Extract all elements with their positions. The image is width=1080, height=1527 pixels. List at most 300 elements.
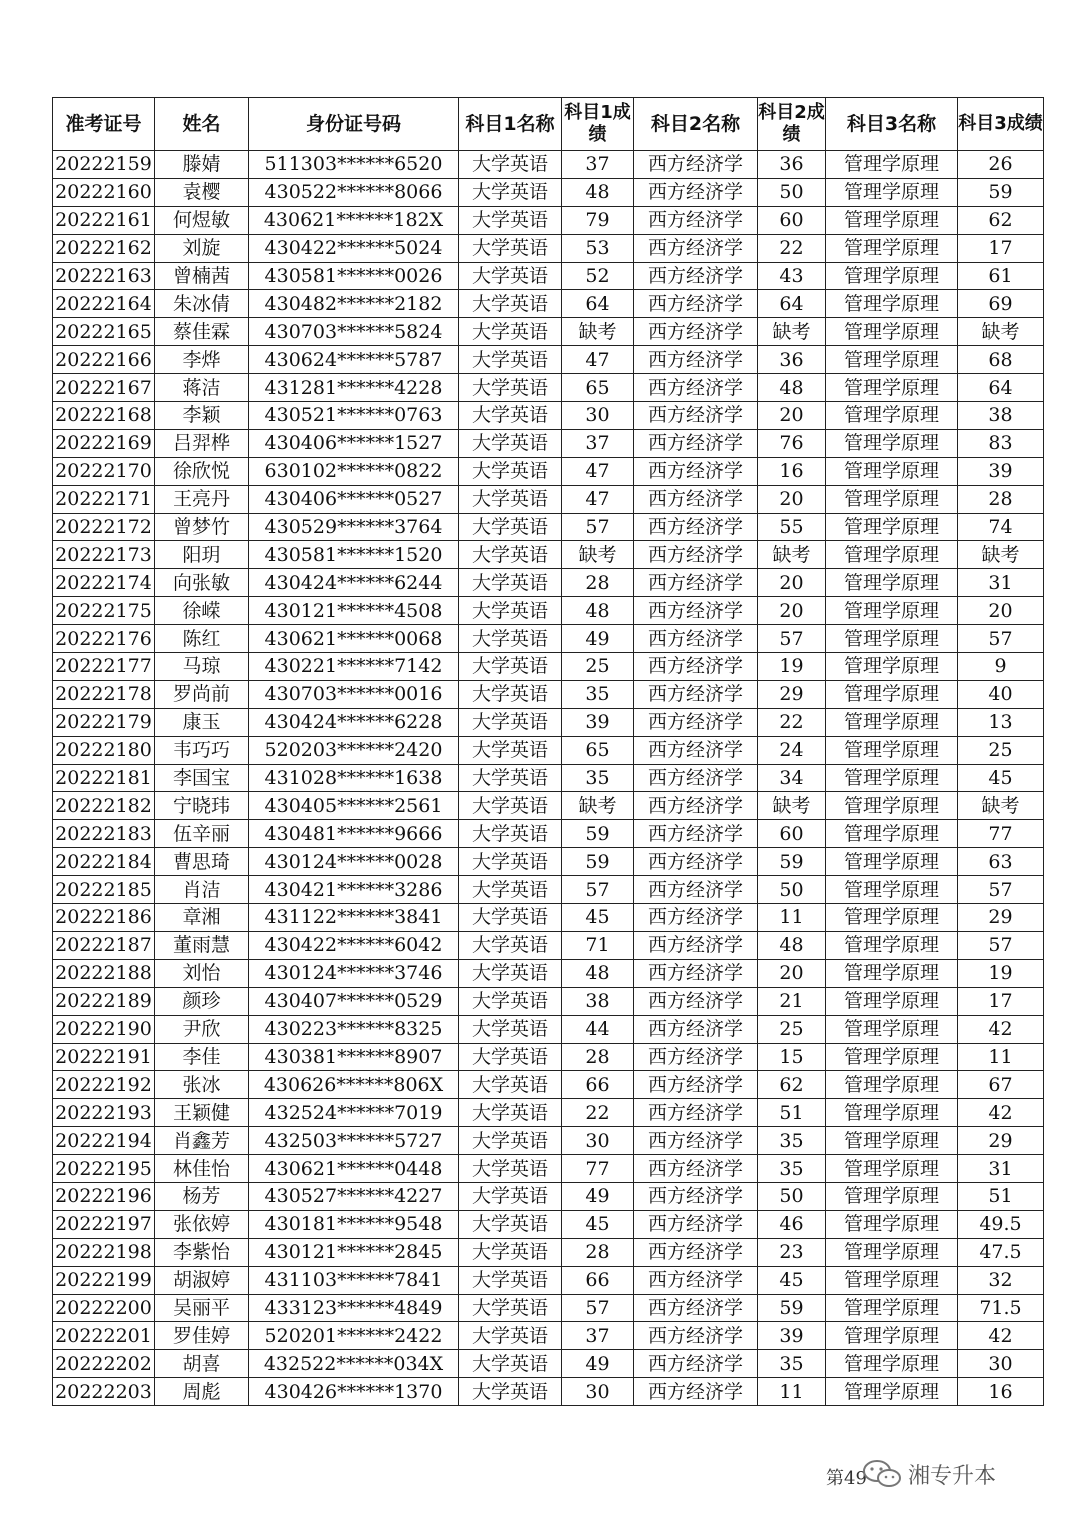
subject1-name-cell: 大学英语 (459, 1322, 562, 1350)
subject1-name-cell: 大学英语 (459, 1350, 562, 1378)
id-number-cell: 430626******806X (249, 1071, 459, 1099)
id-number-cell: 430421******3286 (249, 876, 459, 904)
id-number-cell: 430621******182X (249, 206, 459, 234)
table-row (53, 429, 1044, 457)
name-cell: 康玉 (155, 708, 249, 736)
name-cell: 胡喜 (155, 1350, 249, 1378)
subject2-score-cell: 43 (758, 262, 826, 290)
subject1-name-cell: 大学英语 (459, 736, 562, 764)
subject3-score-cell: 缺考 (958, 541, 1044, 569)
id-number-cell: 430703******0016 (249, 680, 459, 708)
subject1-name-cell: 大学英语 (459, 541, 562, 569)
subject3-name-cell: 管理学原理 (826, 346, 958, 374)
exam-number-cell: 20222186 (53, 904, 155, 932)
subject1-score-cell: 缺考 (562, 792, 634, 820)
table-row (53, 374, 1044, 402)
table-row (53, 206, 1044, 234)
subject1-score-cell: 57 (562, 1294, 634, 1322)
subject2-score-cell: 20 (758, 569, 826, 597)
subject1-score-cell: 47 (562, 457, 634, 485)
subject1-name-cell: 大学英语 (459, 485, 562, 513)
subject1-score-cell: 37 (562, 151, 634, 179)
name-cell: 王亮丹 (155, 485, 249, 513)
subject1-score-cell: 59 (562, 848, 634, 876)
subject2-score-cell: 62 (758, 1071, 826, 1099)
subject2-score-cell: 25 (758, 1015, 826, 1043)
id-number-cell: 430482******2182 (249, 290, 459, 318)
exam-number-cell: 20222203 (53, 1378, 155, 1406)
table-row (53, 318, 1044, 346)
subject2-score-cell: 50 (758, 1182, 826, 1210)
name-cell: 章湘 (155, 904, 249, 932)
subject1-name-cell: 大学英语 (459, 625, 562, 653)
name-cell: 向张敏 (155, 569, 249, 597)
wechat-icon (862, 1458, 902, 1490)
subject3-name-cell: 管理学原理 (826, 1266, 958, 1294)
exam-number-cell: 20222174 (53, 569, 155, 597)
exam-number-cell: 20222197 (53, 1210, 155, 1238)
subject1-name-cell: 大学英语 (459, 429, 562, 457)
table-row (53, 736, 1044, 764)
exam-number-cell: 20222166 (53, 346, 155, 374)
subject3-name-cell: 管理学原理 (826, 820, 958, 848)
subject1-name-cell: 大学英语 (459, 876, 562, 904)
name-cell: 韦巧巧 (155, 736, 249, 764)
name-cell: 刘旋 (155, 234, 249, 262)
subject3-score-cell: 31 (958, 569, 1044, 597)
subject2-score-cell: 23 (758, 1238, 826, 1266)
name-cell: 吴丽平 (155, 1294, 249, 1322)
subject2-name-cell: 西方经济学 (634, 876, 758, 904)
header-subject1-score: 科目1成绩 (562, 98, 634, 151)
subject1-score-cell: 48 (562, 959, 634, 987)
table-row (53, 541, 1044, 569)
subject3-name-cell: 管理学原理 (826, 1127, 958, 1155)
subject1-score-cell: 66 (562, 1071, 634, 1099)
table-row (53, 680, 1044, 708)
subject2-score-cell: 11 (758, 904, 826, 932)
table-row (53, 485, 1044, 513)
subject3-score-cell: 29 (958, 904, 1044, 932)
subject3-score-cell: 42 (958, 1099, 1044, 1127)
name-cell: 宁晓玮 (155, 792, 249, 820)
table-row (53, 1294, 1044, 1322)
header-row (53, 98, 1044, 151)
subject2-score-cell: 缺考 (758, 792, 826, 820)
subject3-score-cell: 26 (958, 151, 1044, 179)
subject1-name-cell: 大学英语 (459, 457, 562, 485)
subject2-name-cell: 西方经济学 (634, 1015, 758, 1043)
exam-number-cell: 20222177 (53, 653, 155, 681)
subject1-score-cell: 49 (562, 1182, 634, 1210)
subject3-name-cell: 管理学原理 (826, 680, 958, 708)
subject3-score-cell: 49.5 (958, 1210, 1044, 1238)
subject3-score-cell: 74 (958, 513, 1044, 541)
subject2-name-cell: 西方经济学 (634, 1155, 758, 1183)
name-cell: 阳玥 (155, 541, 249, 569)
table-row (53, 987, 1044, 1015)
id-number-cell: 430527******4227 (249, 1182, 459, 1210)
subject3-score-cell: 20 (958, 597, 1044, 625)
subject2-name-cell: 西方经济学 (634, 1378, 758, 1406)
subject3-name-cell: 管理学原理 (826, 1043, 958, 1071)
exam-number-cell: 20222159 (53, 151, 155, 179)
id-number-cell: 430181******9548 (249, 1210, 459, 1238)
id-number-cell: 430121******2845 (249, 1238, 459, 1266)
table-row (53, 904, 1044, 932)
subject2-score-cell: 22 (758, 234, 826, 262)
subject1-score-cell: 77 (562, 1155, 634, 1183)
table-row (53, 1071, 1044, 1099)
exam-number-cell: 20222190 (53, 1015, 155, 1043)
exam-number-cell: 20222173 (53, 541, 155, 569)
id-number-cell: 511303******6520 (249, 151, 459, 179)
subject2-score-cell: 55 (758, 513, 826, 541)
subject1-name-cell: 大学英语 (459, 987, 562, 1015)
table-row (53, 931, 1044, 959)
subject3-name-cell: 管理学原理 (826, 206, 958, 234)
subject3-score-cell: 30 (958, 1350, 1044, 1378)
header-subject2-name: 科目2名称 (634, 98, 758, 151)
subject2-score-cell: 50 (758, 876, 826, 904)
table-row (53, 1043, 1044, 1071)
subject2-score-cell: 22 (758, 708, 826, 736)
name-cell: 胡淑婷 (155, 1266, 249, 1294)
subject2-score-cell: 29 (758, 680, 826, 708)
name-cell: 颜珍 (155, 987, 249, 1015)
subject3-score-cell: 68 (958, 346, 1044, 374)
exam-number-cell: 20222199 (53, 1266, 155, 1294)
subject1-score-cell: 30 (562, 1378, 634, 1406)
subject2-name-cell: 西方经济学 (634, 1099, 758, 1127)
subject1-score-cell: 28 (562, 1238, 634, 1266)
subject3-name-cell: 管理学原理 (826, 541, 958, 569)
subject3-score-cell: 25 (958, 736, 1044, 764)
exam-number-cell: 20222185 (53, 876, 155, 904)
subject3-name-cell: 管理学原理 (826, 1182, 958, 1210)
subject3-score-cell: 83 (958, 429, 1044, 457)
name-cell: 徐欣悦 (155, 457, 249, 485)
subject1-name-cell: 大学英语 (459, 1238, 562, 1266)
id-number-cell: 433123******4849 (249, 1294, 459, 1322)
subject2-score-cell: 20 (758, 402, 826, 430)
subject3-name-cell: 管理学原理 (826, 429, 958, 457)
subject1-name-cell: 大学英语 (459, 1071, 562, 1099)
name-cell: 滕婧 (155, 151, 249, 179)
subject1-score-cell: 57 (562, 876, 634, 904)
exam-number-cell: 20222176 (53, 625, 155, 653)
table-row (53, 457, 1044, 485)
table-row (53, 597, 1044, 625)
subject1-score-cell: 35 (562, 764, 634, 792)
name-cell: 蔡佳霖 (155, 318, 249, 346)
subject1-score-cell: 35 (562, 680, 634, 708)
exam-number-cell: 20222172 (53, 513, 155, 541)
subject3-name-cell: 管理学原理 (826, 178, 958, 206)
name-cell: 李国宝 (155, 764, 249, 792)
id-number-cell: 430529******3764 (249, 513, 459, 541)
subject2-score-cell: 缺考 (758, 541, 826, 569)
table-row (53, 346, 1044, 374)
subject3-score-cell: 63 (958, 848, 1044, 876)
subject3-score-cell: 71.5 (958, 1294, 1044, 1322)
subject2-name-cell: 西方经济学 (634, 820, 758, 848)
subject2-name-cell: 西方经济学 (634, 1210, 758, 1238)
subject3-score-cell: 9 (958, 653, 1044, 681)
subject1-name-cell: 大学英语 (459, 792, 562, 820)
subject1-score-cell: 65 (562, 374, 634, 402)
subject1-score-cell: 49 (562, 1350, 634, 1378)
subject2-name-cell: 西方经济学 (634, 625, 758, 653)
subject1-name-cell: 大学英语 (459, 151, 562, 179)
subject2-name-cell: 西方经济学 (634, 959, 758, 987)
subject2-score-cell: 缺考 (758, 318, 826, 346)
subject3-score-cell: 29 (958, 1127, 1044, 1155)
id-number-cell: 630102******0822 (249, 457, 459, 485)
name-cell: 曾梦竹 (155, 513, 249, 541)
subject1-name-cell: 大学英语 (459, 959, 562, 987)
id-number-cell: 431028******1638 (249, 764, 459, 792)
subject1-name-cell: 大学英语 (459, 1043, 562, 1071)
table-row (53, 513, 1044, 541)
subject1-name-cell: 大学英语 (459, 848, 562, 876)
exam-number-cell: 20222184 (53, 848, 155, 876)
exam-number-cell: 20222169 (53, 429, 155, 457)
subject2-name-cell: 西方经济学 (634, 764, 758, 792)
subject3-score-cell: 69 (958, 290, 1044, 318)
subject3-name-cell: 管理学原理 (826, 402, 958, 430)
exam-number-cell: 20222194 (53, 1127, 155, 1155)
subject1-name-cell: 大学英语 (459, 680, 562, 708)
exam-number-cell: 20222188 (53, 959, 155, 987)
id-number-cell: 430481******9666 (249, 820, 459, 848)
subject3-name-cell: 管理学原理 (826, 1071, 958, 1099)
subject1-name-cell: 大学英语 (459, 1099, 562, 1127)
exam-number-cell: 20222195 (53, 1155, 155, 1183)
subject2-score-cell: 39 (758, 1322, 826, 1350)
subject1-score-cell: 39 (562, 708, 634, 736)
name-cell: 曾楠茜 (155, 262, 249, 290)
id-number-cell: 430422******5024 (249, 234, 459, 262)
exam-number-cell: 20222179 (53, 708, 155, 736)
subject1-score-cell: 37 (562, 1322, 634, 1350)
subject3-score-cell: 61 (958, 262, 1044, 290)
subject3-score-cell: 40 (958, 680, 1044, 708)
subject2-name-cell: 西方经济学 (634, 402, 758, 430)
subject3-score-cell: 13 (958, 708, 1044, 736)
name-cell: 曹思琦 (155, 848, 249, 876)
id-number-cell: 430221******7142 (249, 653, 459, 681)
subject2-name-cell: 西方经济学 (634, 178, 758, 206)
subject2-score-cell: 50 (758, 178, 826, 206)
subject2-score-cell: 60 (758, 820, 826, 848)
subject1-name-cell: 大学英语 (459, 234, 562, 262)
subject1-score-cell: 缺考 (562, 318, 634, 346)
subject2-name-cell: 西方经济学 (634, 597, 758, 625)
exam-number-cell: 20222191 (53, 1043, 155, 1071)
subject3-name-cell: 管理学原理 (826, 959, 958, 987)
table-row (53, 178, 1044, 206)
subject3-score-cell: 31 (958, 1155, 1044, 1183)
name-cell: 李佳 (155, 1043, 249, 1071)
name-cell: 肖鑫芳 (155, 1127, 249, 1155)
table-row (53, 792, 1044, 820)
subject1-name-cell: 大学英语 (459, 374, 562, 402)
subject2-name-cell: 西方经济学 (634, 346, 758, 374)
subject2-name-cell: 西方经济学 (634, 708, 758, 736)
id-number-cell: 430406******0527 (249, 485, 459, 513)
exam-number-cell: 20222182 (53, 792, 155, 820)
id-number-cell: 430426******1370 (249, 1378, 459, 1406)
header-subject3-score: 科目3成绩 (958, 98, 1044, 151)
subject1-score-cell: 38 (562, 987, 634, 1015)
subject2-score-cell: 59 (758, 848, 826, 876)
id-number-cell: 520203******2420 (249, 736, 459, 764)
subject2-name-cell: 西方经济学 (634, 736, 758, 764)
exam-number-cell: 20222165 (53, 318, 155, 346)
subject3-name-cell: 管理学原理 (826, 457, 958, 485)
exam-number-cell: 20222170 (53, 457, 155, 485)
subject2-name-cell: 西方经济学 (634, 234, 758, 262)
subject3-score-cell: 32 (958, 1266, 1044, 1294)
subject1-score-cell: 28 (562, 1043, 634, 1071)
table-row (53, 1378, 1044, 1406)
subject1-name-cell: 大学英语 (459, 1266, 562, 1294)
id-number-cell: 430522******8066 (249, 178, 459, 206)
exam-number-cell: 20222161 (53, 206, 155, 234)
subject2-name-cell: 西方经济学 (634, 653, 758, 681)
subject3-score-cell: 缺考 (958, 318, 1044, 346)
name-cell: 何煜敏 (155, 206, 249, 234)
subject3-score-cell: 38 (958, 402, 1044, 430)
name-cell: 马琼 (155, 653, 249, 681)
name-cell: 袁樱 (155, 178, 249, 206)
header-subject2-score: 科目2成绩 (758, 98, 826, 151)
subject2-score-cell: 45 (758, 1266, 826, 1294)
name-cell: 周彪 (155, 1378, 249, 1406)
table-row (53, 1182, 1044, 1210)
table-row (53, 820, 1044, 848)
table-row (53, 959, 1044, 987)
subject1-name-cell: 大学英语 (459, 402, 562, 430)
name-cell: 杨芳 (155, 1182, 249, 1210)
id-number-cell: 430407******0529 (249, 987, 459, 1015)
subject2-score-cell: 57 (758, 625, 826, 653)
subject3-name-cell: 管理学原理 (826, 653, 958, 681)
id-number-cell: 430424******6228 (249, 708, 459, 736)
subject2-name-cell: 西方经济学 (634, 1294, 758, 1322)
subject2-name-cell: 西方经济学 (634, 1322, 758, 1350)
subject3-name-cell: 管理学原理 (826, 318, 958, 346)
subject1-name-cell: 大学英语 (459, 820, 562, 848)
subject1-score-cell: 22 (562, 1099, 634, 1127)
name-cell: 李紫怡 (155, 1238, 249, 1266)
name-cell: 吕羿桦 (155, 429, 249, 457)
subject1-name-cell: 大学英语 (459, 569, 562, 597)
subject2-score-cell: 64 (758, 290, 826, 318)
id-number-cell: 430406******1527 (249, 429, 459, 457)
subject1-score-cell: 45 (562, 1210, 634, 1238)
subject2-score-cell: 48 (758, 374, 826, 402)
exam-number-cell: 20222193 (53, 1099, 155, 1127)
subject2-name-cell: 西方经济学 (634, 429, 758, 457)
subject1-score-cell: 45 (562, 904, 634, 932)
id-number-cell: 430703******5824 (249, 318, 459, 346)
subject2-name-cell: 西方经济学 (634, 262, 758, 290)
subject1-name-cell: 大学英语 (459, 708, 562, 736)
name-cell: 徐嵘 (155, 597, 249, 625)
subject1-score-cell: 28 (562, 569, 634, 597)
subject2-score-cell: 60 (758, 206, 826, 234)
subject1-name-cell: 大学英语 (459, 1127, 562, 1155)
score-table (52, 97, 1044, 1406)
id-number-cell: 432522******034X (249, 1350, 459, 1378)
subject2-score-cell: 34 (758, 764, 826, 792)
subject2-name-cell: 西方经济学 (634, 318, 758, 346)
subject3-name-cell: 管理学原理 (826, 708, 958, 736)
name-cell: 李烨 (155, 346, 249, 374)
subject3-name-cell: 管理学原理 (826, 848, 958, 876)
subject3-score-cell: 17 (958, 987, 1044, 1015)
subject1-name-cell: 大学英语 (459, 206, 562, 234)
subject1-score-cell: 52 (562, 262, 634, 290)
subject3-score-cell: 缺考 (958, 792, 1044, 820)
id-number-cell: 430621******0068 (249, 625, 459, 653)
subject1-score-cell: 25 (562, 653, 634, 681)
watermark (862, 1458, 996, 1490)
id-number-cell: 430124******3746 (249, 959, 459, 987)
header-exam-number: 准考证号 (53, 98, 155, 151)
subject2-score-cell: 35 (758, 1350, 826, 1378)
id-number-cell: 430424******6244 (249, 569, 459, 597)
subject2-score-cell: 59 (758, 1294, 826, 1322)
subject2-name-cell: 西方经济学 (634, 569, 758, 597)
subject3-name-cell: 管理学原理 (826, 1238, 958, 1266)
name-cell: 尹欣 (155, 1015, 249, 1043)
id-number-cell: 430624******5787 (249, 346, 459, 374)
subject1-score-cell: 47 (562, 346, 634, 374)
exam-number-cell: 20222202 (53, 1350, 155, 1378)
subject1-name-cell: 大学英语 (459, 597, 562, 625)
subject2-score-cell: 76 (758, 429, 826, 457)
subject3-name-cell: 管理学原理 (826, 151, 958, 179)
subject3-name-cell: 管理学原理 (826, 1099, 958, 1127)
subject3-score-cell: 62 (958, 206, 1044, 234)
subject2-name-cell: 西方经济学 (634, 485, 758, 513)
id-number-cell: 431103******7841 (249, 1266, 459, 1294)
subject2-name-cell: 西方经济学 (634, 680, 758, 708)
subject2-score-cell: 19 (758, 653, 826, 681)
subject3-name-cell: 管理学原理 (826, 1322, 958, 1350)
subject2-name-cell: 西方经济学 (634, 1182, 758, 1210)
subject3-name-cell: 管理学原理 (826, 625, 958, 653)
subject3-name-cell: 管理学原理 (826, 234, 958, 262)
id-number-cell: 432524******7019 (249, 1099, 459, 1127)
subject2-score-cell: 24 (758, 736, 826, 764)
subject1-name-cell: 大学英语 (459, 1015, 562, 1043)
subject3-name-cell: 管理学原理 (826, 290, 958, 318)
subject1-name-cell: 大学英语 (459, 346, 562, 374)
name-cell: 刘怡 (155, 959, 249, 987)
table-row (53, 876, 1044, 904)
name-cell: 朱冰倩 (155, 290, 249, 318)
subject2-name-cell: 西方经济学 (634, 374, 758, 402)
watermark-text: 湘专升本 (908, 1463, 997, 1489)
subject3-score-cell: 64 (958, 374, 1044, 402)
subject1-name-cell: 大学英语 (459, 1210, 562, 1238)
exam-number-cell: 20222189 (53, 987, 155, 1015)
exam-number-cell: 20222187 (53, 931, 155, 959)
